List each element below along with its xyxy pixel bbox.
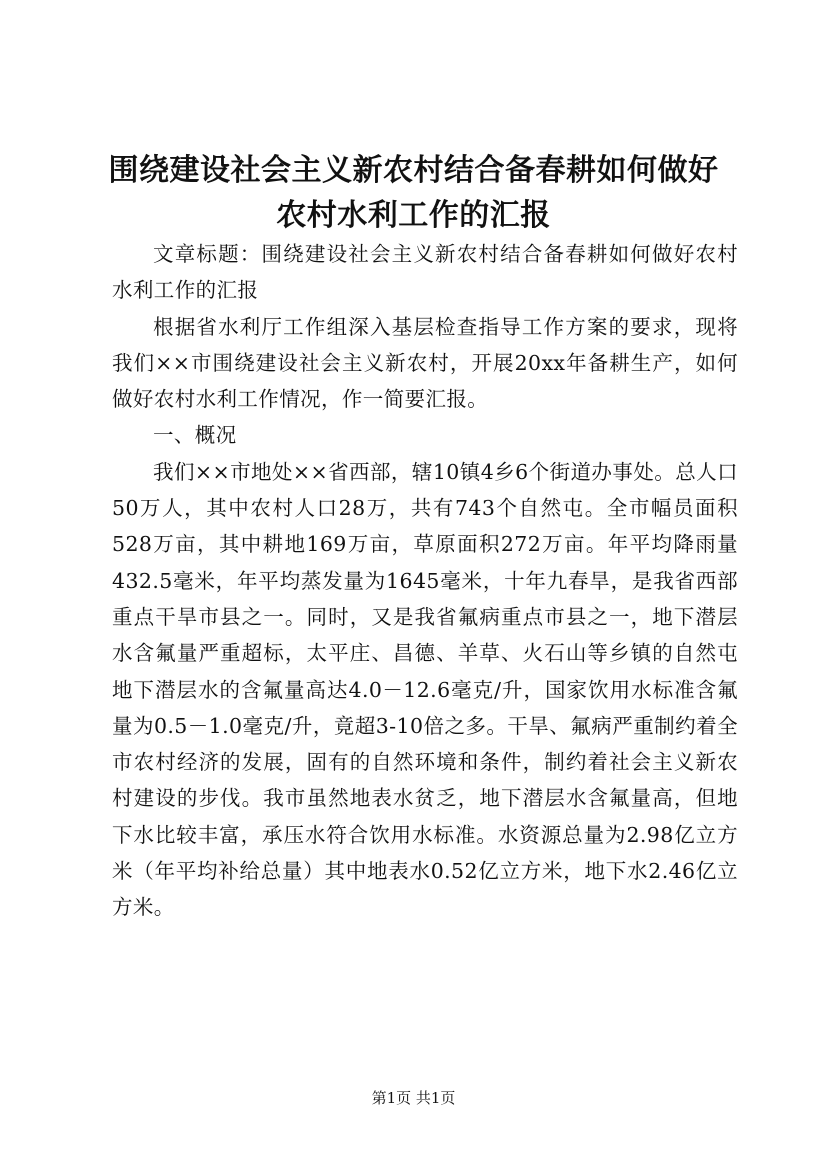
title-line-2: 农村水利工作的汇报 [276,198,551,233]
title-line-1: 围绕建设社会主义新农村结合备春耕如何做好 [108,153,719,188]
article-title-paragraph: 文章标题：围绕建设社会主义新农村结合备春耕如何做好农村水利工作的汇报 [112,242,738,303]
document-title [100,148,727,238]
overview-paragraph: 我们××市地处××省西部，辖10镇4乡6个街道办事处。总人口50万人，其中农村人口28万，共有743个自然屯。全市幅员面积528万亩，其中耕地169万亩，草原面积272万亩。年平均降雨量432.5毫米，年平均蒸发量为1645毫米，十年九春旱，是我省西部重点干旱市县之一。同时，又是我省氟病重点市县之一，地下潜层水含氟量严重超标，太平庄、昌德、羊草、火石山等乡镇的自然屯地下潜层水的含氟量高达4.0－12.6毫克/升，国家饮用水标准含氟量为0.5－1.0毫克/升，竟超3-10倍之多。干旱、氟病严重制约着全市农村经济的发展，固有的自然环境和条件，制约着社会主义新农村建设的步伐。我市虽然地表水贫乏，地下潜层水含氟量高，但地下水比较丰富，承压水符合饮用水标准。水资源总量为2.98亿立方米（年平均补给总量）其中地表水0.52亿立方米，地下水2.46亿立方米。 [112,459,738,920]
page-number: 第1页 共1页 [371,1089,456,1107]
intro-paragraph: 根据省水利厅工作组深入基层检查指导工作方案的要求，现将我们××市围绕建设社会主义新农村，开展20xx年备耕生产，如何做好农村水利工作情况，作一简要汇报。 [112,314,738,412]
section-heading-overview: 一、概况 [153,423,237,448]
document-body [112,236,738,926]
page-footer [0,1088,827,1108]
